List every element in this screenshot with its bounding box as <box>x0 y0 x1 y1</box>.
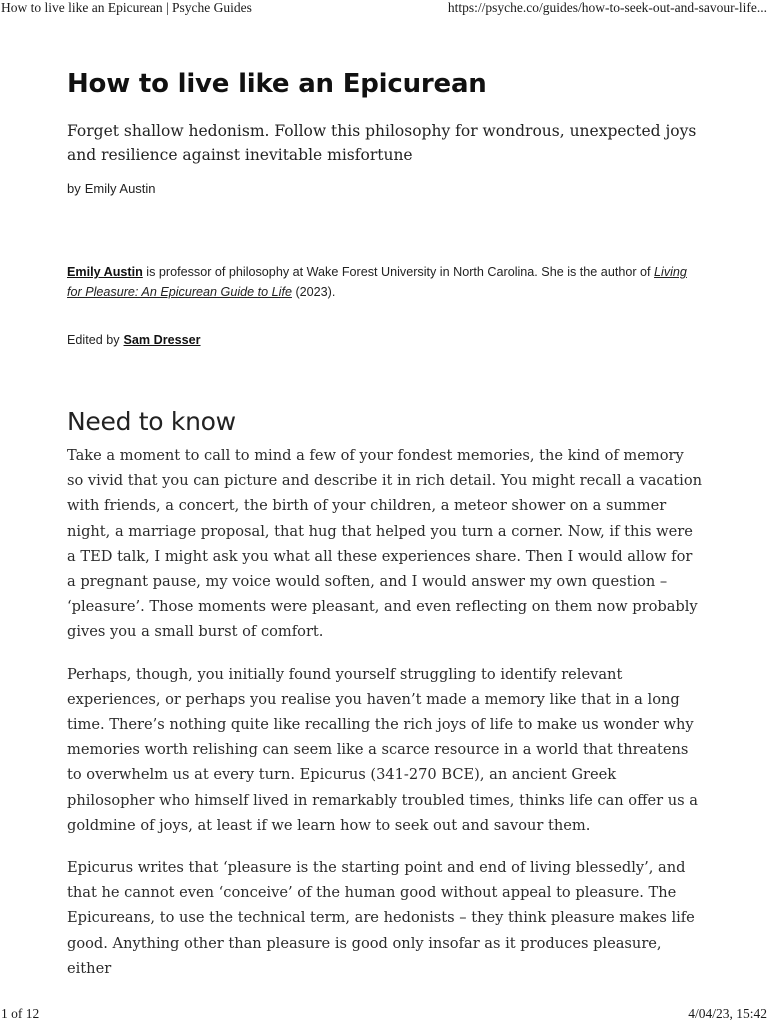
editor-credit <box>67 331 703 349</box>
body-paragraph: Take a moment to call to mind a few of your fondest memories, the kind of memory so vivid that you can picture and describe it in rich detail. You might recall a vacation with friends, a concert, the birth of your children, a meteor shower on a summer night, a marriage proposal, that hug that helped you turn a corner. Now, if this were a TED talk, I might ask you what all these experiences share. Then I would allow for a pregnant pause, my voice would soften, and I would answer my own question – ‘pleasure’. Those moments were pleasant, and even reflecting on them now probably gives you a small burst of comfort. <box>67 447 703 641</box>
article-title: How to live like an Epicurean <box>67 69 487 99</box>
body-paragraph: Epicurus writes that ‘pleasure is the starting point and end of living blessedly’, and that he cannot even ‘conceive’ of the human good without appeal to pleasure. The Epicureans, to use the technical term, are hedonists – they think pleasure makes life good. Anything other than pleasure is good only insofar as it produces pleasure, either <box>67 859 695 977</box>
byline <box>67 180 703 198</box>
book-link[interactable]: Living for Pleasure: An Epicurean Guide to Life <box>67 265 687 299</box>
print-url: https://psyche.co/guides/how-to-seek-out-and-savour-life... <box>447 0 767 15</box>
author-bio <box>67 262 703 302</box>
section-heading: Need to know <box>67 407 236 436</box>
body-paragraph: Perhaps, though, you initially found yourself struggling to identify relevant experiences, or perhaps you realise you haven’t made a memory like that in a long time. There’s nothing quite like recalling the rich joys of life to make us wonder why memories worth relishing can seem like a scarce resource in a world that threatens to overwhelm us at every turn. Epicurus (341-270 BCE), an ancient Greek philosopher who himself lived in remarkably troubled times, thinks life can offer us a goldmine of joys, at least if we learn how to seek out and savour them. <box>67 665 698 834</box>
editor-prefix: Edited by <box>67 333 120 347</box>
editor-link[interactable]: Sam Dresser <box>123 333 201 347</box>
article <box>67 64 703 981</box>
print-page-title: How to live like an Epicurean | Psyche Guides <box>1 0 252 15</box>
print-footer <box>0 1006 768 1024</box>
print-page-number: 1 of 12 <box>1 1006 40 1021</box>
byline-author: Emily Austin <box>84 181 156 196</box>
author-link[interactable]: Emily Austin <box>67 265 143 279</box>
author-bio-suffix: (2023). <box>291 285 336 299</box>
print-header <box>0 0 768 18</box>
author-bio-text: is professor of philosophy at Wake Forest University in North Carolina. She is the author of <box>142 265 655 279</box>
article-standfirst: Forget shallow hedonism. Follow this philosophy for wondrous, unexpected joys and resilience against inevitable misfortune <box>67 122 697 164</box>
byline-prefix: by <box>67 181 81 196</box>
print-timestamp: 4/04/23, 15:42 <box>688 1006 767 1021</box>
